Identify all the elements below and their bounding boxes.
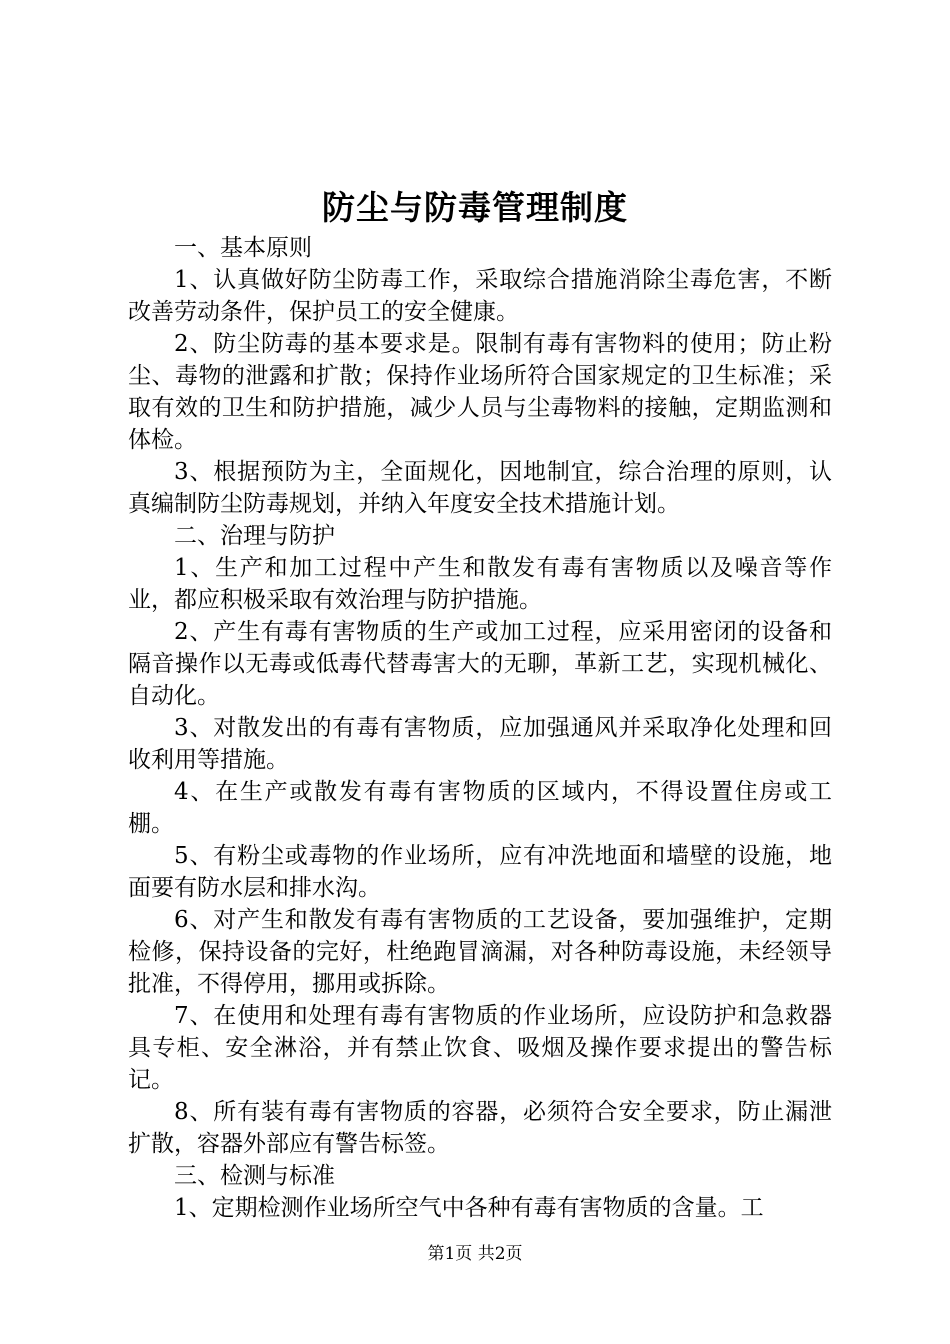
section-heading: 一、基本原则 <box>174 235 312 261</box>
section-heading: 二、治理与防护 <box>174 523 335 549</box>
section-heading: 三、检测与标准 <box>174 1163 335 1189</box>
page-number: 第1页 共2页 <box>427 1244 523 1264</box>
paragraph: 1、认真做好防尘防毒工作，采取综合措施消除尘毒危害，不断改善劳动条件，保护员工的安全健康。 <box>128 267 832 325</box>
document-body <box>128 232 832 1224</box>
paragraph: 3、根据预防为主，全面规化，因地制宜，综合治理的原则，认真编制防尘防毒规划，并纳入年度安全技术措施计划。 <box>128 459 832 517</box>
paragraph: 2、产生有毒有害物质的生产或加工过程，应采用密闭的设备和隔音操作以无毒或低毒代替毒害大的无聊，革新工艺，实现机械化、自动化。 <box>128 619 832 709</box>
paragraph: 8、所有装有毒有害物质的容器，必须符合安全要求，防止漏泄扩散，容器外部应有警告标签。 <box>128 1099 832 1157</box>
paragraph: 4、在生产或散发有毒有害物质的区域内，不得设置住房或工棚。 <box>128 779 832 837</box>
paragraph: 1、生产和加工过程中产生和散发有毒有害物质以及噪音等作业，都应积极采取有效治理与防护措施。 <box>128 555 832 613</box>
paragraph: 6、对产生和散发有毒有害物质的工艺设备，要加强维护，定期检修，保持设备的完好，杜绝跑冒滴漏，对各种防毒设施，未经领导批准，不得停用，挪用或拆除。 <box>128 907 832 997</box>
paragraph: 2、防尘防毒的基本要求是。限制有毒有害物料的使用；防止粉尘、毒物的泄露和扩散；保持作业场所符合国家规定的卫生标准；采取有效的卫生和防护措施，减少人员与尘毒物料的接触，定期监测和体检。 <box>128 331 832 453</box>
paragraph: 3、对散发出的有毒有害物质，应加强通风并采取净化处理和回收利用等措施。 <box>128 715 832 773</box>
paragraph: 1、定期检测作业场所空气中各种有毒有害物质的含量。工 <box>174 1195 764 1221</box>
paragraph: 5、有粉尘或毒物的作业场所，应有冲洗地面和墙壁的设施，地面要有防水层和排水沟。 <box>128 843 832 901</box>
paragraph: 7、在使用和处理有毒有害物质的作业场所，应设防护和急救器具专柜、安全淋浴，并有禁止饮食、吸烟及操作要求提出的警告标记。 <box>128 1003 832 1093</box>
document-title: 防尘与防毒管理制度 <box>322 188 628 227</box>
